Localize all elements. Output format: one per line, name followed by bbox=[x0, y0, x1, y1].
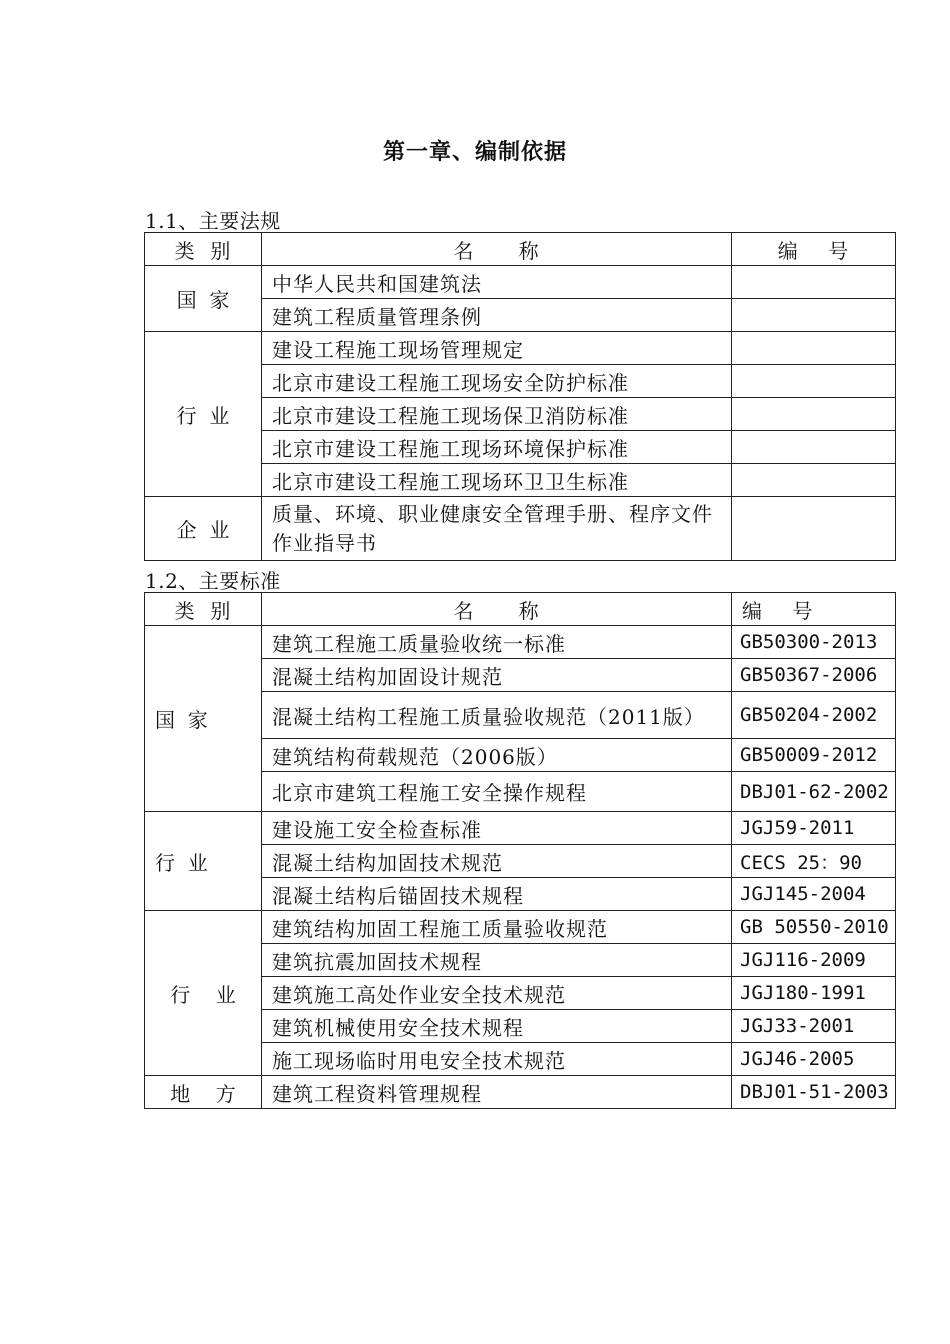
header-category: 类 别 bbox=[145, 233, 262, 266]
category-cell: 国 家 bbox=[145, 266, 262, 332]
regulation-name: 北京市建设工程施工现场环卫卫生标准 bbox=[262, 464, 732, 497]
standard-name: 建筑工程资料管理规程 bbox=[262, 1076, 732, 1109]
category-cell: 行 业 bbox=[145, 911, 262, 1076]
regulation-code bbox=[732, 266, 896, 299]
category-cell: 企 业 bbox=[145, 497, 262, 561]
standard-code: GB50009-2012 bbox=[732, 739, 896, 772]
category-cell: 地 方 bbox=[145, 1076, 262, 1109]
standard-code: JGJ145-2004 bbox=[732, 878, 896, 911]
standard-name: 建筑工程施工质量验收统一标准 bbox=[262, 626, 732, 659]
regulation-code bbox=[732, 332, 896, 365]
table-header-row bbox=[145, 593, 896, 626]
regulations-table bbox=[144, 232, 896, 561]
standard-name: 混凝土结构加固设计规范 bbox=[262, 659, 732, 692]
header-code: 编 号 bbox=[732, 233, 896, 266]
standard-name: 建筑施工高处作业安全技术规范 bbox=[262, 977, 732, 1010]
standard-code: GB50204-2002 bbox=[732, 692, 896, 739]
standard-code: DBJ01-62-2002 bbox=[732, 772, 896, 812]
standard-name: 施工现场临时用电安全技术规范 bbox=[262, 1043, 732, 1076]
regulation-code bbox=[732, 365, 896, 398]
table-row bbox=[145, 911, 896, 944]
standard-code: CECS 25：90 bbox=[732, 845, 896, 878]
standards-table bbox=[144, 592, 896, 1109]
standard-code: JGJ59-2011 bbox=[732, 812, 896, 845]
regulation-name: 中华人民共和国建筑法 bbox=[262, 266, 732, 299]
category-cell: 行 业 bbox=[145, 812, 262, 911]
table-row bbox=[145, 266, 896, 299]
standard-name: 建设施工安全检查标准 bbox=[262, 812, 732, 845]
table-row bbox=[145, 332, 896, 365]
standard-code: GB50300-2013 bbox=[732, 626, 896, 659]
regulation-name: 建筑工程质量管理条例 bbox=[262, 299, 732, 332]
table-row bbox=[145, 1076, 896, 1109]
regulation-name: 北京市建设工程施工现场保卫消防标准 bbox=[262, 398, 732, 431]
regulation-name: 北京市建设工程施工现场安全防护标准 bbox=[262, 365, 732, 398]
standard-code: JGJ46-2005 bbox=[732, 1043, 896, 1076]
standard-name: 建筑抗震加固技术规程 bbox=[262, 944, 732, 977]
header-code: 编 号 bbox=[732, 593, 896, 626]
regulation-code bbox=[732, 497, 896, 561]
standard-name: 混凝土结构后锚固技术规程 bbox=[262, 878, 732, 911]
table-row bbox=[145, 626, 896, 659]
regulation-code bbox=[732, 398, 896, 431]
standard-code: JGJ180-1991 bbox=[732, 977, 896, 1010]
category-cell: 行 业 bbox=[145, 332, 262, 497]
chapter-title: 第一章、编制依据 bbox=[382, 139, 567, 165]
table-row bbox=[145, 812, 896, 845]
standard-name: 建筑结构荷载规范（2006版） bbox=[262, 739, 732, 772]
standard-name: 建筑机械使用安全技术规程 bbox=[262, 1010, 732, 1043]
regulation-name: 建设工程施工现场管理规定 bbox=[262, 332, 732, 365]
standard-name: 建筑结构加固工程施工质量验收规范 bbox=[262, 911, 732, 944]
regulation-name: 质量、环境、职业健康安全管理手册、程序文件作业指导书 bbox=[262, 497, 732, 561]
standard-code: DBJ01-51-2003 bbox=[732, 1076, 896, 1109]
category-cell: 国 家 bbox=[145, 626, 262, 812]
table-header-row bbox=[145, 233, 896, 266]
regulation-code bbox=[732, 431, 896, 464]
standard-code: JGJ116-2009 bbox=[732, 944, 896, 977]
regulation-name: 北京市建设工程施工现场环境保护标准 bbox=[262, 431, 732, 464]
standard-name: 北京市建筑工程施工安全操作规程 bbox=[262, 772, 732, 812]
regulation-code bbox=[732, 464, 896, 497]
standard-code: GB 50550-2010 bbox=[732, 911, 896, 944]
section-heading-regulations: 1.1、主要法规 bbox=[145, 209, 281, 233]
header-category: 类 别 bbox=[145, 593, 262, 626]
standard-name: 混凝土结构工程施工质量验收规范（2011版） bbox=[262, 692, 732, 739]
header-name: 名 称 bbox=[262, 593, 732, 626]
header-name: 名 称 bbox=[262, 233, 732, 266]
regulation-code bbox=[732, 299, 896, 332]
standard-code: GB50367-2006 bbox=[732, 659, 896, 692]
section-heading-standards: 1.2、主要标准 bbox=[145, 569, 281, 593]
standard-name: 混凝土结构加固技术规范 bbox=[262, 845, 732, 878]
standard-code: JGJ33-2001 bbox=[732, 1010, 896, 1043]
table-row bbox=[145, 497, 896, 561]
